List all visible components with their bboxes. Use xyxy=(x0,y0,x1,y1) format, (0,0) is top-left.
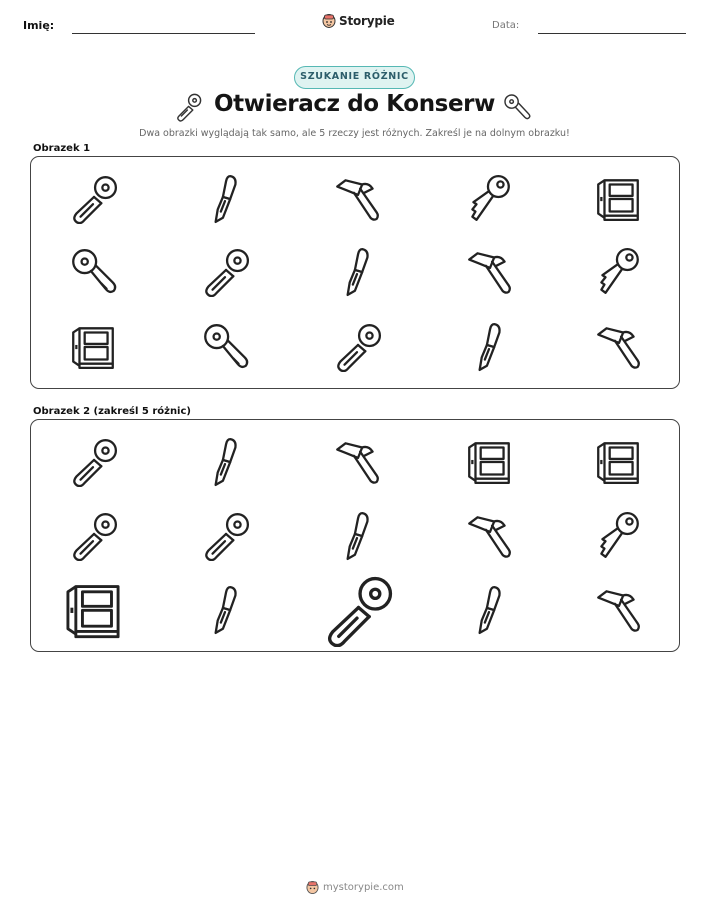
page-title: Otwieracz do Konserw xyxy=(214,91,495,117)
can-opener-icon[interactable] xyxy=(319,571,395,647)
key-icon xyxy=(463,172,515,224)
storypie-mascot-icon xyxy=(306,880,319,895)
brand-logo xyxy=(322,13,395,29)
can-opener-icon xyxy=(199,245,251,297)
knife-icon[interactable] xyxy=(331,509,383,561)
knife-icon xyxy=(199,172,251,224)
knife-icon xyxy=(331,245,383,297)
can-opener-icon[interactable] xyxy=(67,435,119,487)
date-label: Data: xyxy=(492,20,520,31)
cabinet-icon xyxy=(592,172,644,224)
hammer-icon xyxy=(463,245,515,297)
brand-name: Storypie xyxy=(339,14,395,28)
knife-icon[interactable] xyxy=(199,435,251,487)
key-icon xyxy=(592,245,644,297)
name-label: Imię: xyxy=(23,19,55,32)
key-icon[interactable] xyxy=(592,509,644,561)
hammer-icon xyxy=(592,320,644,372)
hammer-icon[interactable] xyxy=(331,435,383,487)
hammer-icon xyxy=(331,172,383,224)
knife-icon[interactable] xyxy=(463,583,515,635)
picture2-label: Obrazek 2 (zakreśl 5 różnic) xyxy=(33,406,191,417)
picture1-label: Obrazek 1 xyxy=(33,143,91,154)
can-opener-reversed-icon xyxy=(502,92,532,122)
footer-site: mystorypie.com xyxy=(323,882,404,893)
cabinet-icon[interactable] xyxy=(592,435,644,487)
category-badge: SZUKANIE RÓŻNIC xyxy=(294,66,415,89)
can-opener-reversed-icon xyxy=(199,320,251,372)
date-field-line[interactable] xyxy=(538,33,686,34)
hammer-icon[interactable] xyxy=(592,583,644,635)
can-opener-icon[interactable] xyxy=(199,509,251,561)
can-opener-reversed-icon xyxy=(67,245,119,297)
hammer-icon[interactable] xyxy=(463,509,515,561)
cabinet-icon[interactable] xyxy=(463,435,515,487)
name-field-line[interactable] xyxy=(72,33,255,34)
can-opener-icon xyxy=(67,172,119,224)
knife-icon[interactable] xyxy=(199,583,251,635)
storypie-mascot-icon xyxy=(322,13,336,29)
cabinet-icon[interactable] xyxy=(60,576,126,642)
instructions: Dwa obrazki wyglądają tak samo, ale 5 rzeczy jest różnych. Zakreśl je na dolnym obrazku! xyxy=(139,128,570,139)
can-opener-icon xyxy=(331,320,383,372)
footer xyxy=(306,880,404,895)
cabinet-icon xyxy=(67,320,119,372)
can-opener-icon[interactable] xyxy=(67,509,119,561)
knife-icon xyxy=(463,320,515,372)
